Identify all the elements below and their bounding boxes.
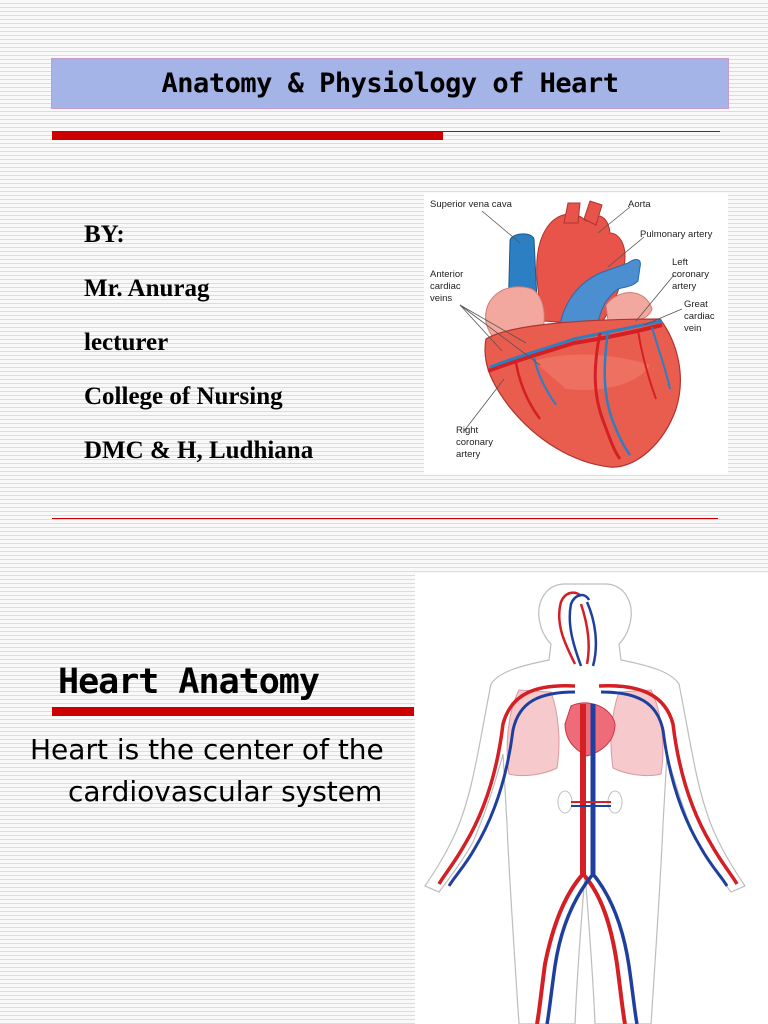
label-anterior-cardiac-veins-2: cardiac	[430, 281, 461, 292]
label-aorta: Aorta	[628, 199, 651, 210]
right-lung	[611, 690, 663, 776]
title-banner	[51, 58, 729, 109]
label-right-coronary-artery-2: coronary	[456, 437, 493, 448]
label-left-coronary-artery-2: coronary	[672, 269, 709, 280]
label-great-cardiac-vein-2: cardiac	[684, 311, 715, 322]
label-left-coronary-artery-3: artery	[672, 281, 697, 292]
author-designation: lecturer	[84, 329, 169, 356]
label-right-coronary-artery-3: artery	[456, 449, 481, 460]
author-name: Mr. Anurag	[84, 275, 210, 302]
author-info	[84, 222, 313, 492]
heart-diagram	[424, 193, 728, 474]
label-great-cardiac-vein-1: Great	[684, 299, 708, 310]
slide-bottom-rule	[52, 518, 718, 519]
label-pulmonary-artery: Pulmonary artery	[640, 229, 713, 240]
label-anterior-cardiac-veins-1: Anterior	[430, 269, 464, 280]
author-by-label: BY:	[84, 221, 125, 248]
title-rule-thin	[443, 131, 720, 132]
title-rule-thick	[52, 131, 443, 140]
slide-title-text: Anatomy & Physiology of Heart	[161, 68, 619, 99]
slide-heart-anatomy	[0, 574, 768, 1024]
author-location: DMC & H, Ludhiana	[84, 437, 314, 464]
section-heading-rule	[52, 707, 414, 716]
circulatory-system-figure	[415, 574, 768, 1024]
label-right-coronary-artery-1: Right	[456, 425, 479, 436]
label-superior-vena-cava: Superior vena cava	[430, 199, 512, 210]
body-bullet-text: Heart is the center of the cardiovascular system	[30, 733, 384, 808]
label-anterior-cardiac-veins-3: veins	[430, 293, 453, 304]
author-college: College of Nursing	[84, 383, 283, 410]
left-kidney	[558, 791, 572, 813]
section-heading: Heart Anatomy	[58, 662, 319, 702]
label-great-cardiac-vein-3: vein	[684, 323, 702, 334]
label-left-coronary-artery-1: Left	[672, 257, 688, 268]
